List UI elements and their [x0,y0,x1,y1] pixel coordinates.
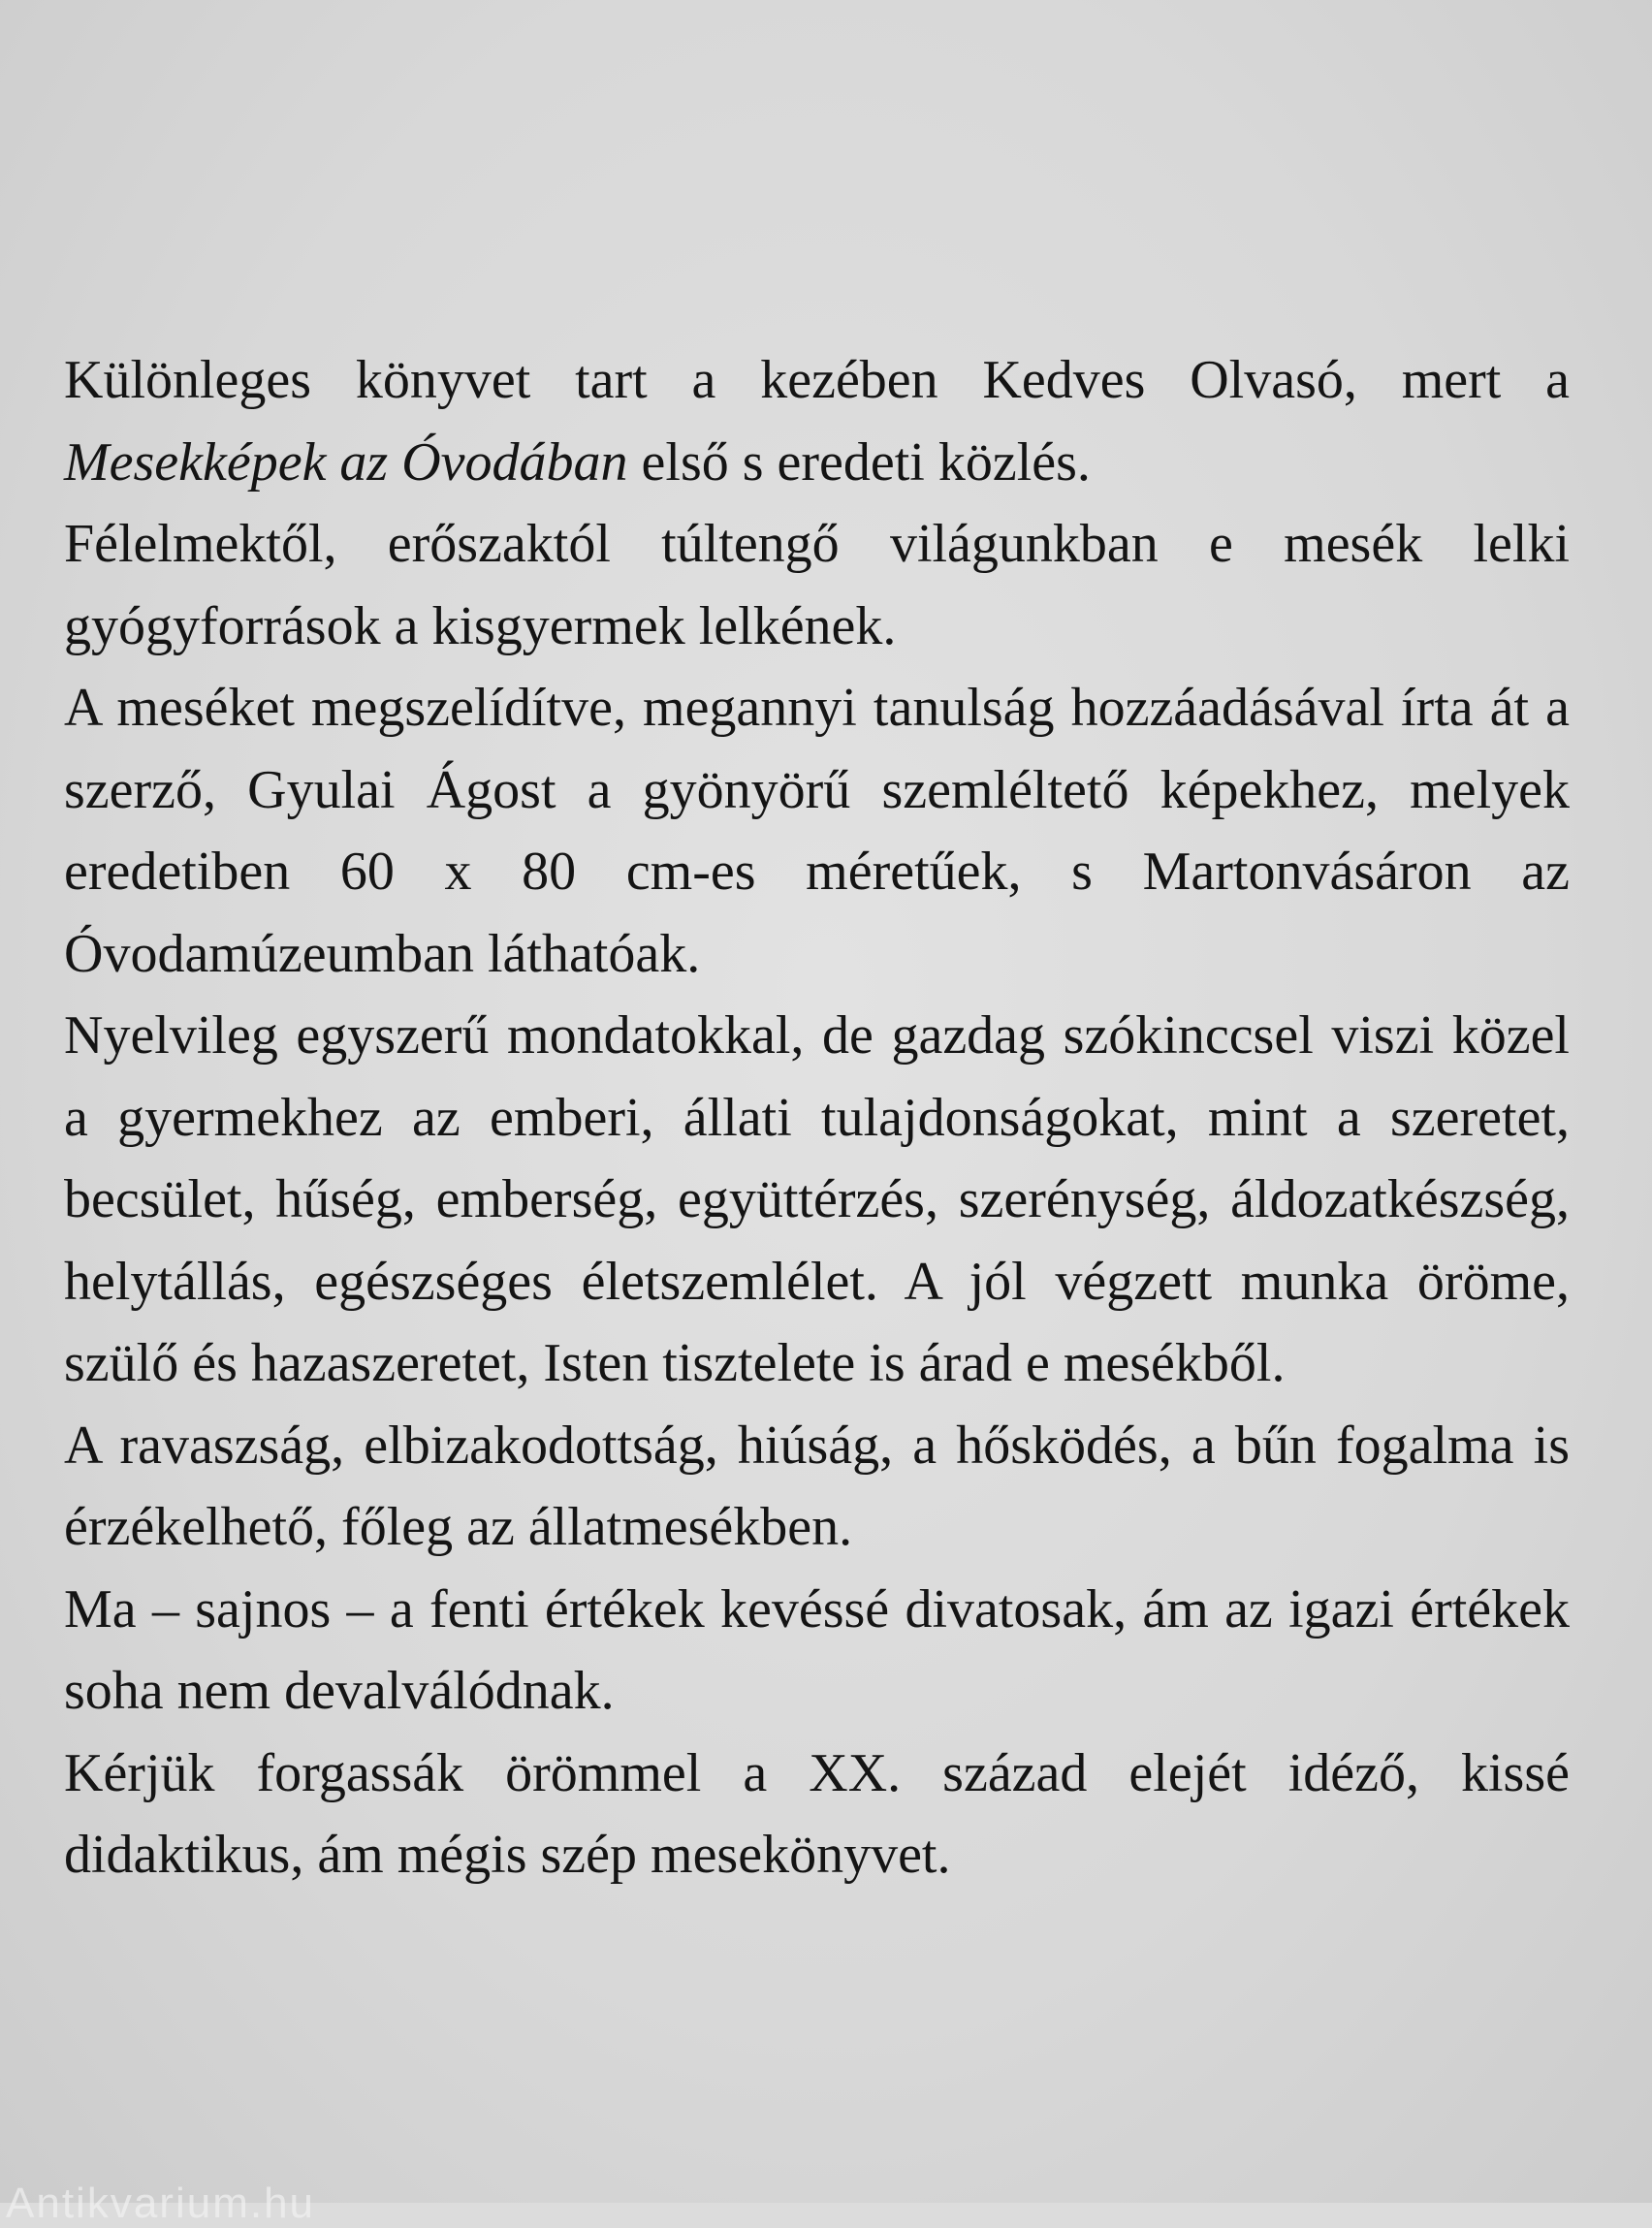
paragraph-3: A meséket megszelídítve, megannyi tanulság hozzáadásával írta át a szerző, Gyulai Ágost a gyönyörű szemléltető képekhez, melyek eredetiben 60 x 80 cm-es méretűek, s Martonvásáron az Óvodamúzeumban láthatóak. [64,678,1570,984]
paragraph-4: Nyelvileg egyszerű mondatokkal, de gazdag szókinccsel viszi közel a gyermekhez az emberi, állati tulajdonságokat, mint a szeretet, becsület, hűség, emberség, együttérzés, szerénység, áldozatkészség, helytállás, egészséges életszemlélet. A jól végzett munka öröme, szülő és hazaszeretet, Isten tisztelete is árad e mesékből. [64,1005,1570,1393]
paragraph-1-tail: első s eredeti közlés. [627,431,1091,493]
watermark: Antikvarium.hu [6,2180,316,2227]
book-title-italic: Mesekképek az Óvodában [64,431,628,493]
body-text [64,339,1570,1896]
paragraph-2: Félelmektől, erőszaktól túltengő világunkban e mesék lelki gyógyforrások a kisgyermek lelkének. [64,514,1570,656]
paragraph-1-lead: Különleges könyvet tart a kezében Kedves Olvasó, mert a [64,350,1570,410]
paragraph-6: Ma – sajnos – a fenti értékek kevéssé divatosak, ám az igazi értékek soha nem devalválódnak. [64,1578,1570,1721]
paragraph-1 [64,339,1570,503]
paragraph-5: A ravaszság, elbizakodottság, hiúság, a hősködés, a bűn fogalma is érzékelhető, főleg az állatmesékben. [64,1415,1570,1557]
paragraph-7: Kérjük forgassák örömmel a XX. század elejét idéző, kissé didaktikus, ám mégis szép mesekönyvet. [64,1742,1570,1885]
